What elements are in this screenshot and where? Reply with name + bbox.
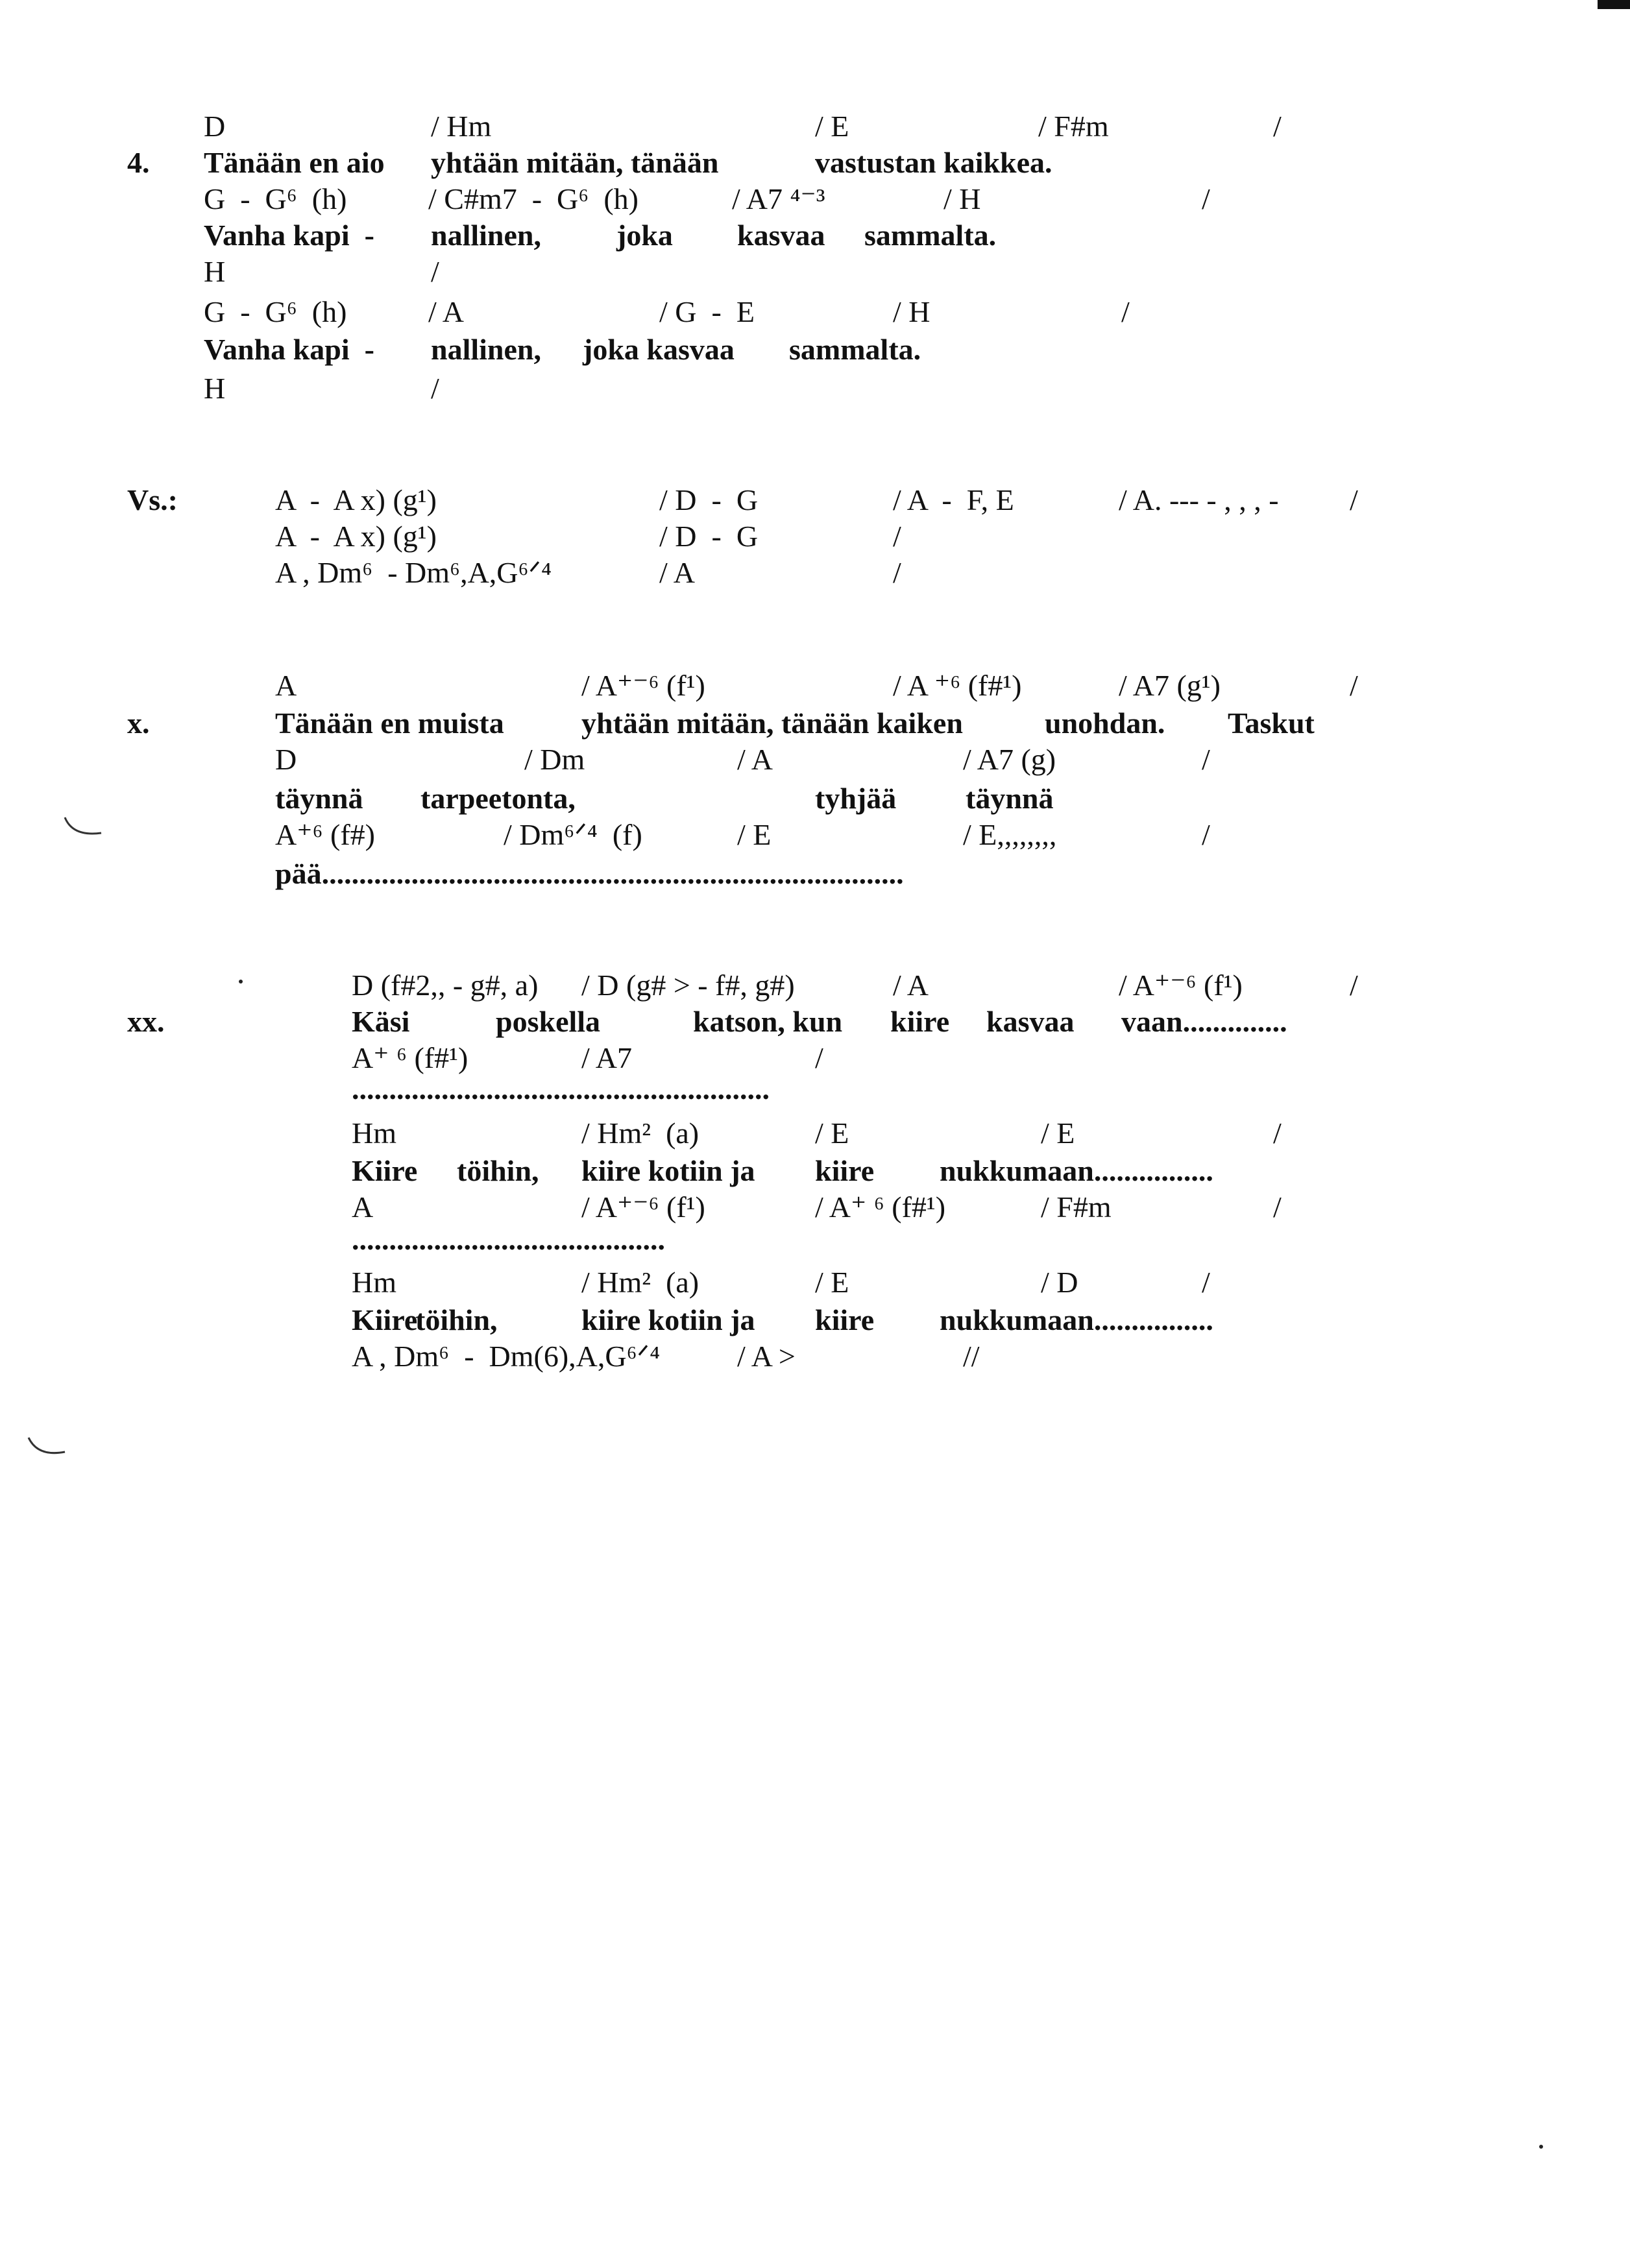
lyric: yhtään mitään, tänään xyxy=(431,146,719,179)
chord: / Hm² (a) xyxy=(581,1116,699,1150)
stray-dot xyxy=(1539,2145,1543,2149)
lyric: nallinen, xyxy=(431,219,542,252)
lyric: pää.............................................................................. xyxy=(275,857,904,890)
bar-line: / xyxy=(1273,110,1282,143)
chord: / Dm xyxy=(524,743,585,776)
lyric: Kiire xyxy=(352,1154,418,1187)
bar-line: / xyxy=(1202,182,1210,215)
chord: / F#m xyxy=(1041,1190,1112,1224)
section-label: Vs.: xyxy=(127,483,178,516)
bar-line: // xyxy=(963,1340,980,1373)
chord: / Dm⁶ᐟ⁴ (f) xyxy=(504,818,642,851)
scan-corner-mark xyxy=(1598,0,1630,9)
lyric: kiire kotiin ja xyxy=(581,1303,755,1336)
lyric: Tänään en aio xyxy=(204,146,385,179)
bar-line: / xyxy=(1202,1266,1210,1299)
section-label: 4. xyxy=(127,146,150,179)
lyric: kiire xyxy=(890,1005,950,1038)
chord: / A xyxy=(737,743,773,776)
lyric: Kiire xyxy=(352,1303,418,1336)
chord: / A⁺⁻⁶ (f¹) xyxy=(581,1190,705,1224)
lyric: nallinen, xyxy=(431,333,542,366)
lyric: töihin, xyxy=(457,1154,539,1187)
lyric: joka xyxy=(616,219,673,252)
lyric: kasvaa xyxy=(986,1005,1075,1038)
chord: / E xyxy=(815,110,849,143)
bar-line: / xyxy=(1273,1116,1282,1150)
chord: A xyxy=(352,1190,374,1224)
bar-line: / xyxy=(1350,969,1358,1002)
bar-line: / xyxy=(1350,483,1358,516)
chord: H xyxy=(204,372,226,405)
chord: A - A x) (g¹) xyxy=(275,483,437,516)
chord: / A xyxy=(428,295,464,328)
lyric: Käsi xyxy=(352,1005,410,1038)
chord: / A xyxy=(659,556,695,589)
lyric: kiire xyxy=(815,1303,875,1336)
section-label: x. xyxy=(127,706,150,740)
dotted-line: ........................................................ xyxy=(352,1072,770,1105)
chord: / A⁺⁻⁶ (f¹) xyxy=(1119,969,1243,1002)
lyric: joka kasvaa xyxy=(583,333,735,366)
chord: D (f#2,, - g#, a) xyxy=(352,969,539,1002)
chord: G - G⁶ (h) xyxy=(204,182,347,215)
chord: / E xyxy=(815,1116,849,1150)
chord: A⁺ ⁶ (f#¹) xyxy=(352,1041,468,1074)
bar-line: / xyxy=(1202,818,1210,851)
lyric: unohdan. xyxy=(1045,706,1165,740)
lyric: Tänään en muista xyxy=(275,706,504,740)
lyric: täynnä xyxy=(275,782,363,815)
chord: A , Dm⁶ - Dm⁶,A,G⁶ᐟ⁴ xyxy=(275,556,552,589)
lyric: kasvaa xyxy=(737,219,825,252)
chord: Hm xyxy=(352,1116,396,1150)
chord: G - G⁶ (h) xyxy=(204,295,347,328)
bar-line: / xyxy=(431,372,439,405)
chord: D xyxy=(275,743,297,776)
chord: / D xyxy=(1041,1266,1078,1299)
section-label: xx. xyxy=(127,1005,165,1038)
lyric: kiire kotiin ja xyxy=(581,1154,755,1187)
dotted-line: .......................................... xyxy=(352,1223,665,1256)
lyric: tyhjää xyxy=(815,782,897,815)
chord: / E xyxy=(1041,1116,1075,1150)
chord: / E xyxy=(737,818,772,851)
chord: / A7 xyxy=(581,1041,632,1074)
lyric: poskella xyxy=(496,1005,601,1038)
lyric: katson, kun xyxy=(693,1005,843,1038)
bar-line: / xyxy=(893,556,901,589)
chord: A⁺⁶ (f#) xyxy=(275,818,375,851)
bar-line: / xyxy=(1121,295,1130,328)
chord: / A7 (g) xyxy=(963,743,1056,776)
lyric: vaan.............. xyxy=(1121,1005,1287,1038)
bar-line: / xyxy=(893,520,901,553)
chord: / C#m7 - G⁶ (h) xyxy=(428,182,639,215)
chord: / D - G xyxy=(659,483,759,516)
lyric: tarpeetonta, xyxy=(420,782,576,815)
lyric: töihin, xyxy=(415,1303,498,1336)
lyric: kiire xyxy=(815,1154,875,1187)
chord: Hm xyxy=(352,1266,396,1299)
chord: / H xyxy=(943,182,981,215)
lyric: sammalta. xyxy=(864,219,997,252)
chord: / E xyxy=(815,1266,849,1299)
chord: / D (g# > - f#, g#) xyxy=(581,969,795,1002)
chord: / Hm² (a) xyxy=(581,1266,699,1299)
chord: / H xyxy=(893,295,931,328)
chord: D xyxy=(204,110,226,143)
chord: / A - F, E xyxy=(893,483,1014,516)
lyric: vastustan kaikkea. xyxy=(815,146,1052,179)
pencil-arc-mark xyxy=(62,815,104,841)
chord: / Hm xyxy=(431,110,492,143)
chord: / A⁺ ⁶ (f#¹) xyxy=(815,1190,946,1224)
lyric: yhtään mitään, tänään kaiken xyxy=(581,706,963,740)
bar-line: / xyxy=(431,255,439,288)
chord: A - A x) (g¹) xyxy=(275,520,437,553)
chord: / A xyxy=(893,969,929,1002)
chord: / E,,,,,,,, xyxy=(963,818,1057,851)
chord: / F#m xyxy=(1038,110,1109,143)
bar-line: / xyxy=(1273,1190,1282,1224)
chord: / A. --- - , , , - xyxy=(1119,483,1279,516)
lyric: Vanha kapi - xyxy=(204,333,374,366)
chord: A xyxy=(275,669,297,702)
chord: / A⁺⁻⁶ (f¹) xyxy=(581,669,705,702)
lyric: nukkumaan................ xyxy=(940,1154,1213,1187)
pencil-arc-mark xyxy=(26,1435,67,1461)
lyric: Vanha kapi - xyxy=(204,219,374,252)
chord: / G - E xyxy=(659,295,755,328)
chord: / A ⁺⁶ (f#¹) xyxy=(893,669,1022,702)
bar-line: / xyxy=(1202,743,1210,776)
chord: / A7 ⁴⁻³ xyxy=(732,182,825,215)
lyric: Taskut xyxy=(1228,706,1315,740)
stray-dot xyxy=(239,980,243,983)
lyric: täynnä xyxy=(966,782,1054,815)
lyric: nukkumaan................ xyxy=(940,1303,1213,1336)
chord: / D - G xyxy=(659,520,759,553)
chord: A , Dm⁶ - Dm(6),A,G⁶ᐟ⁴ xyxy=(352,1340,661,1373)
chord: H xyxy=(204,255,226,288)
bar-line: / xyxy=(1350,669,1358,702)
bar-line: / xyxy=(815,1041,823,1074)
lyric: sammalta. xyxy=(789,333,921,366)
chord: / A7 (g¹) xyxy=(1119,669,1221,702)
chord: / A > xyxy=(737,1340,796,1373)
